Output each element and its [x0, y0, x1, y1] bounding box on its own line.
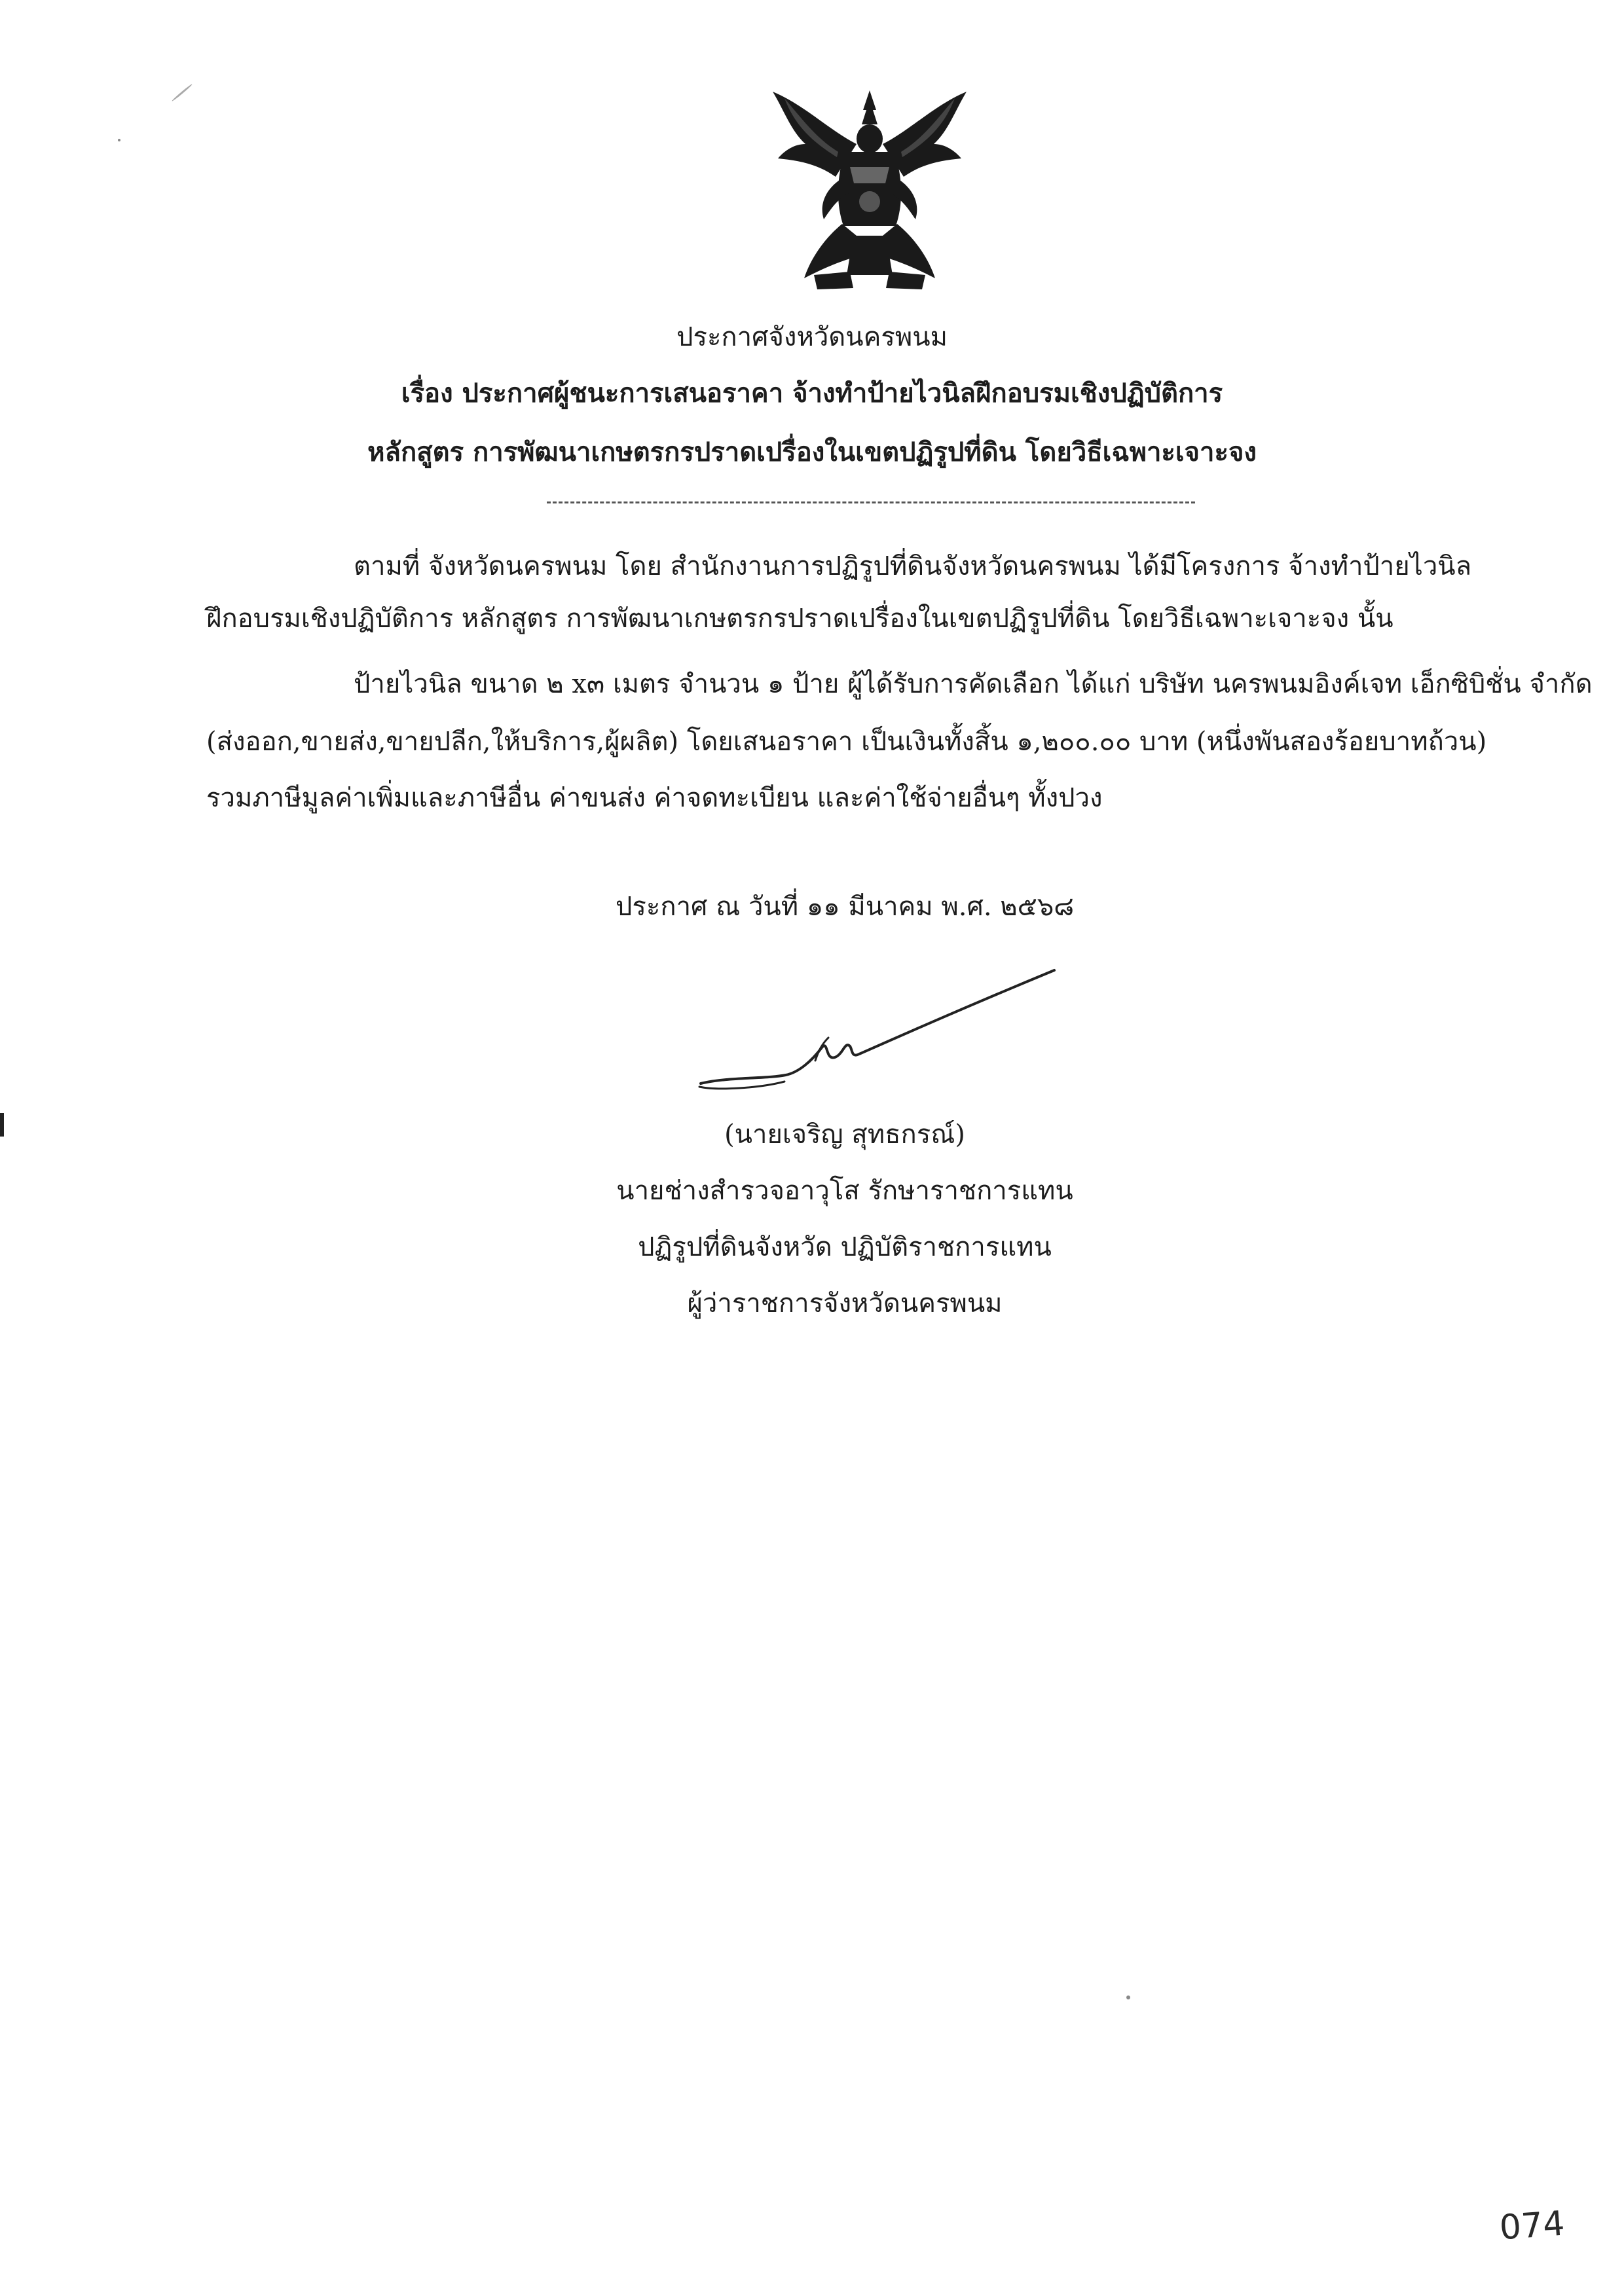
signatory-title-line-2: ปฏิรูปที่ดินจังหวัด ปฏิบัติราชการแทน [638, 1232, 1052, 1262]
announcement-date: ประกาศ ณ วันที่ ๑๑ มีนาคม พ.ศ. ๒๕๖๘ [616, 892, 1075, 922]
body-paragraph-1-line-1: ตามที่ จังหวัดนครพนม โดย สำนักงานการปฏิรูปที่ดินจังหวัดนครพนม ได้มีโครงการ จ้างทำป้ายไวนิล [354, 551, 1472, 581]
body-paragraph-2-line-3: รวมภาษีมูลค่าเพิ่มและภาษีอื่น ค่าขนส่ง ค่าจดทะเบียน และค่าใช้จ่ายอื่นๆ ทั้งปวง [206, 783, 1103, 813]
handwritten-signature [688, 962, 1067, 1106]
scan-speck [1126, 1995, 1130, 1999]
header-divider [547, 501, 1195, 503]
announcement-subject-line-2: หลักสูตร การพัฒนาเกษตรกรปราดเปรื่องในเขตปฏิรูปที่ดิน โดยวิธีเฉพาะเจาะจง [367, 437, 1257, 467]
scan-speck [172, 83, 193, 101]
garuda-emblem-icon [758, 79, 981, 301]
body-paragraph-1-line-2: ฝึกอบรมเชิงปฏิบัติการ หลักสูตร การพัฒนาเกษตรกรปราดเปรื่องในเขตปฏิรูปที่ดิน โดยวิธีเฉพาะเจาะจง นั้น [206, 604, 1393, 634]
body-paragraph-2-line-2: (ส่งออก,ขายส่ง,ขายปลีก,ให้บริการ,ผู้ผลิต) โดยเสนอราคา เป็นเงินทั้งสิ้น ๑,๒๐๐.๐๐ บาท (หนึ่งพันสองร้อยบาทถ้วน) [206, 727, 1487, 757]
announcement-subject-line-1: เรื่อง ประกาศผู้ชนะการเสนอราคา จ้างทำป้ายไวนิลฝึกอบรมเชิงปฏิบัติการ [401, 378, 1223, 409]
signatory-title-line-3: ผู้ว่าราชการจังหวัดนครพนม [687, 1288, 1003, 1319]
body-paragraph-2-line-1: ป้ายไวนิล ขนาด ๒ x๓ เมตร จำนวน ๑ ป้าย ผู้ได้รับการคัดเลือก ได้แก่ บริษัท นครพนมอิงค์เจท เอ็กซิบิชั่น จำกัด [354, 669, 1593, 699]
signatory-title-line-1: นายช่างสำรวจอาวุโส รักษาราชการแทน [616, 1176, 1073, 1206]
page-number-mark: 074 [1498, 2204, 1566, 2248]
signatory-name: (นายเจริญ สุทธกรณ์) [724, 1120, 965, 1150]
scan-speck [118, 139, 120, 141]
announcement-authority: ประกาศจังหวัดนครพนม [676, 322, 948, 352]
scan-artifact [0, 1113, 4, 1137]
